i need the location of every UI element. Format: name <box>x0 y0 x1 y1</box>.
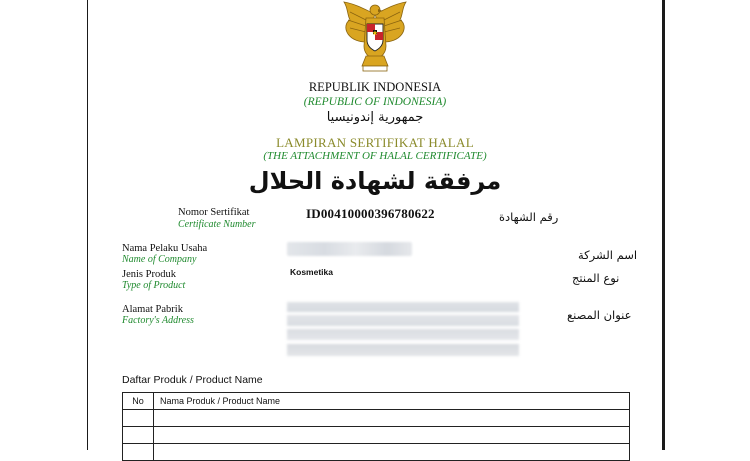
table-cell <box>123 410 154 427</box>
certificate-number-label: Nomor Sertifikat <box>178 207 250 218</box>
table-cell <box>123 427 154 444</box>
page-border-right <box>662 0 665 450</box>
column-header-product-name: Nama Produk / Product Name <box>154 393 630 410</box>
garuda-emblem-icon <box>336 0 414 74</box>
table-cell <box>154 427 630 444</box>
factory-address-label: Alamat Pabrik <box>122 304 183 315</box>
table-cell <box>154 410 630 427</box>
factory-address-label-ar: عنوان المصنع <box>567 308 632 322</box>
product-type-value: Kosmetika <box>290 267 333 277</box>
certificate-number-label-ar: رقم الشهادة <box>499 210 559 224</box>
company-name-label-en: Name of Company <box>122 254 197 265</box>
factory-address-label-en: Factory's Address <box>122 315 194 326</box>
attachment-title-en: (THE ATTACHMENT OF HALAL CERTIFICATE) <box>263 150 487 162</box>
company-name-value-redacted <box>287 242 412 256</box>
factory-address-value-redacted <box>287 300 519 358</box>
attachment-title-ar: مرفقة لشهادة الحلال <box>248 167 502 195</box>
republic-title-id: REPUBLIK INDONESIA <box>308 80 442 94</box>
table-row <box>123 427 630 444</box>
table-row <box>123 444 630 461</box>
republic-title-ar: جمهورية إندونيسيا <box>326 110 424 125</box>
company-name-label: Nama Pelaku Usaha <box>122 243 208 254</box>
page-border-left <box>87 0 88 450</box>
certificate-number-label-en: Certificate Number <box>178 219 256 230</box>
republic-title-en: (REPUBLIC OF INDONESIA) <box>303 96 447 108</box>
table-cell <box>154 444 630 461</box>
product-table <box>122 392 630 461</box>
product-type-label: Jenis Produk <box>122 269 176 280</box>
product-type-label-ar: نوع المنتج <box>572 271 620 285</box>
certificate-number: ID00410000396780622 <box>306 206 435 221</box>
product-type-label-en: Type of Product <box>122 280 186 291</box>
column-header-no: No <box>123 393 154 410</box>
company-name-label-ar: اسم الشركة <box>578 248 638 262</box>
table-header-row <box>123 393 630 410</box>
table-row <box>123 410 630 427</box>
table-cell <box>123 444 154 461</box>
product-list-title: Daftar Produk / Product Name <box>122 374 263 386</box>
attachment-title-id: LAMPIRAN SERTIFIKAT HALAL <box>276 135 474 150</box>
